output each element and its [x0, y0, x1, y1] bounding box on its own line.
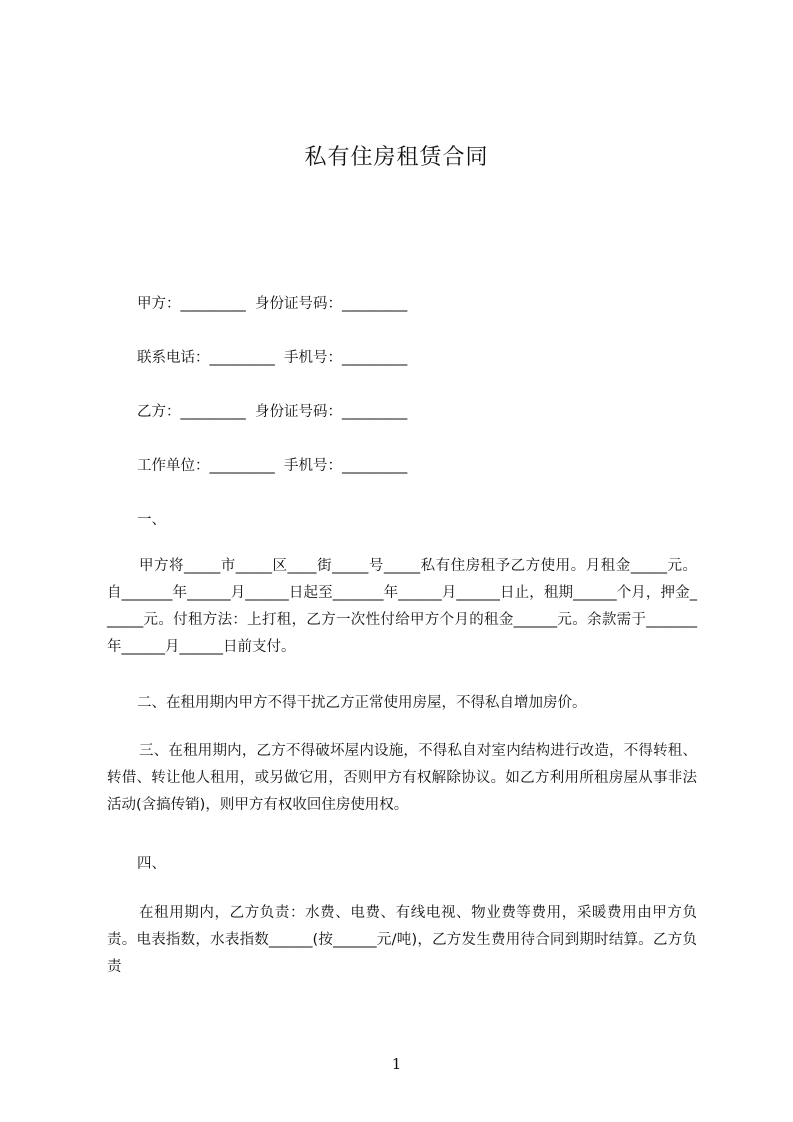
section-1-paragraph: 甲方将_____市_____区____街_____号_____私有住房租予乙方使用。月租金_____元。自_______年______月______日起至_______年______月______日止，租期______个月，押金______元。付租方法：上打租，乙方一次性付给甲方个月的租金______元。余款需于_______年______月______日前支付。 — [107, 558, 697, 655]
party-b-work-line: 工作单位：_________ 手机号：_________ — [137, 458, 408, 474]
section-3-paragraph: 三、在租用期内，乙方不得破坏屋内设施，不得私自对室内结构进行改造，不得转租、转借、转让他人租用，或另做它用，否则甲方有权解除协议。如乙方利用所租房屋从事非法活动(含搞传销)，则甲方有权收回住房使用权。 — [107, 743, 697, 813]
section-4-paragraph: 在租用期内，乙方负责：水费、电费、有线电视、物业费等费用，采暖费用由甲方负责。电表指数，水表指数______(按______元/吨)，乙方发生费用待合同到期时结算。乙方负责 — [107, 905, 697, 975]
page-number: 1 — [391, 1055, 402, 1073]
party-b-line: 乙方：_________ 身份证号码：_________ — [137, 404, 408, 420]
party-a-contact-line: 联系电话：_________ 手机号：_________ — [137, 350, 408, 366]
section-2-paragraph: 二、在租用期内甲方不得干扰乙方正常使用房屋，不得私自增加房价。 — [137, 695, 587, 711]
section-1-heading: 一、 — [137, 512, 166, 528]
document-title: 私有住房租赁合同 — [304, 145, 489, 170]
party-a-line: 甲方：_________ 身份证号码：_________ — [137, 296, 408, 312]
section-4-heading: 四、 — [137, 856, 166, 872]
